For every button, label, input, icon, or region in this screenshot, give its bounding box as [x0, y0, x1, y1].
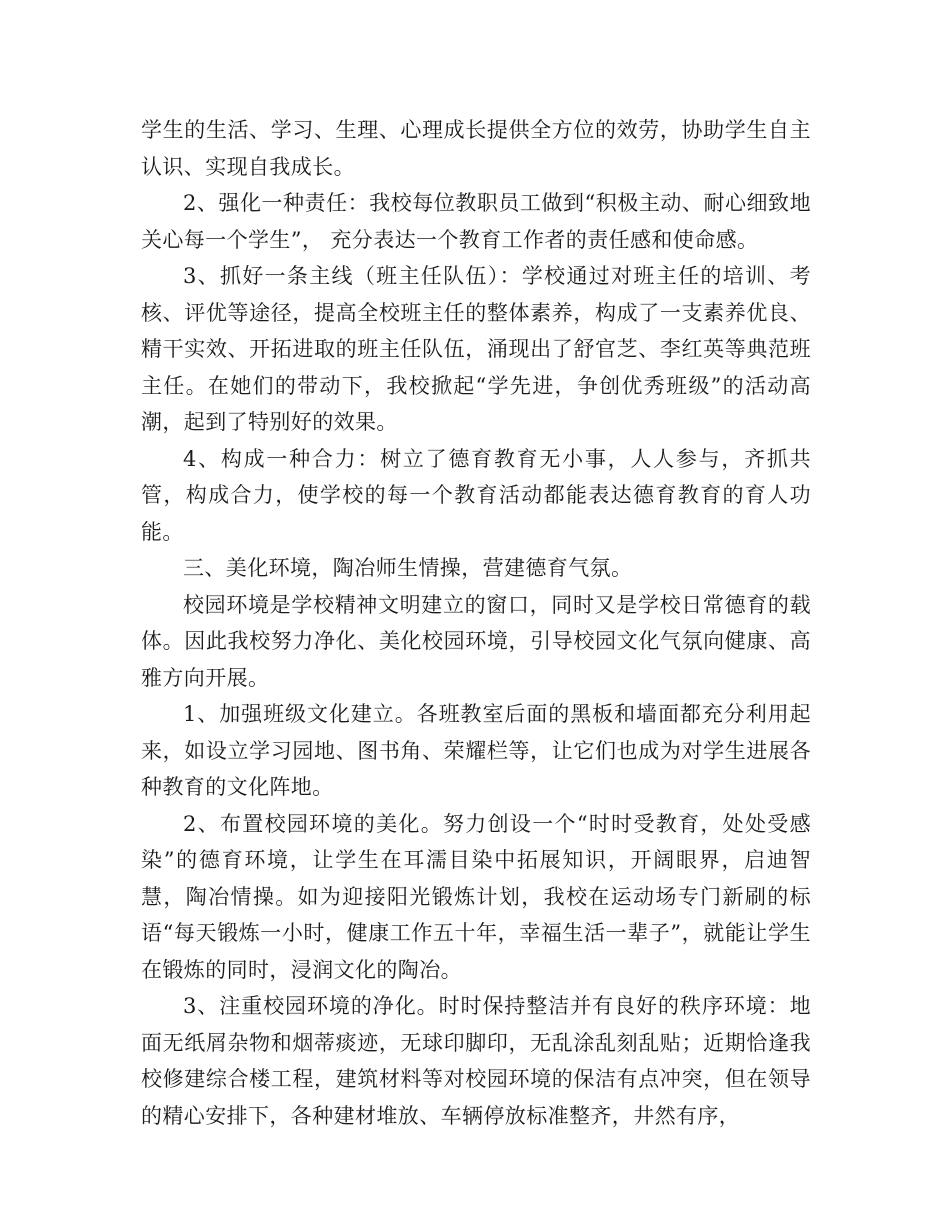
- document-page: [141, 112, 811, 1134]
- paragraph-3: 3、抓好一条主线（班主任队伍）：学校通过对班主任的培训、考核、评优等途径，提高全校班主任的整体素养，构成了一支素养优良、精干实效、开拓进取的班主任队伍，涌现出了舒官芝、李红英等典范班主任。在她们的带动下，我校掀起“学先进，争创优秀班级”的活动高潮，起到了特别好的效果。: [141, 264, 811, 434]
- section-heading-3: 三、美化环境，陶冶师生情操，营建德育气氛。: [183, 556, 633, 580]
- paragraph-7: 1、加强班级文化建立。各班教室后面的黑板和墙面都充分利用起来，如设立学习园地、图书角、荣耀栏等，让它们也成为对学生进展各种教育的文化阵地。: [141, 702, 811, 799]
- paragraph-9: 3、注重校园环境的净化。时时保持整洁并有良好的秩序环境：地面无纸屑杂物和烟蒂痰迹，无球印脚印，无乱涂乱刻乱贴；近期恰逢我校修建综合楼工程，建筑材料等对校园环境的保洁有点冲突，但在领导的精心安排下，各种建材堆放、车辆停放标准整齐，井然有序，: [141, 994, 811, 1128]
- paragraph-8: 2、布置校园环境的美化。努力创设一个“时时受教育，处处受感染”的德育环境，让学生在耳濡目染中拓展知识，开阔眼界，启迪智慧，陶冶情操。如为迎接阳光锻炼计划，我校在运动场专门新刷的标语“每天锻炼一小时，健康工作五十年，幸福生活一辈子”，就能让学生在锻炼的同时，浸润文化的陶冶。: [141, 811, 811, 982]
- paragraph-1: 学生的生活、学习、生理、心理成长提供全方位的效劳，协助学生自主认识、实现自我成长。: [141, 118, 811, 179]
- paragraph-2: 2、强化一种责任：我校每位教职员工做到“积极主动、耐心细致地关心每一个学生”， 充分表达一个教育工作者的责任感和使命感。: [141, 191, 811, 252]
- paragraph-4: 4、构成一种合力：树立了德育教育无小事，人人参与，齐抓共管，构成合力，使学校的每一个教育活动都能表达德育教育的育人功能。: [141, 446, 811, 544]
- paragraph-6: 校园环境是学校精神文明建立的窗口，同时又是学校日常德育的载体。因此我校努力净化、美化校园环境，引导校园文化气氛向健康、高雅方向开展。: [141, 592, 811, 690]
